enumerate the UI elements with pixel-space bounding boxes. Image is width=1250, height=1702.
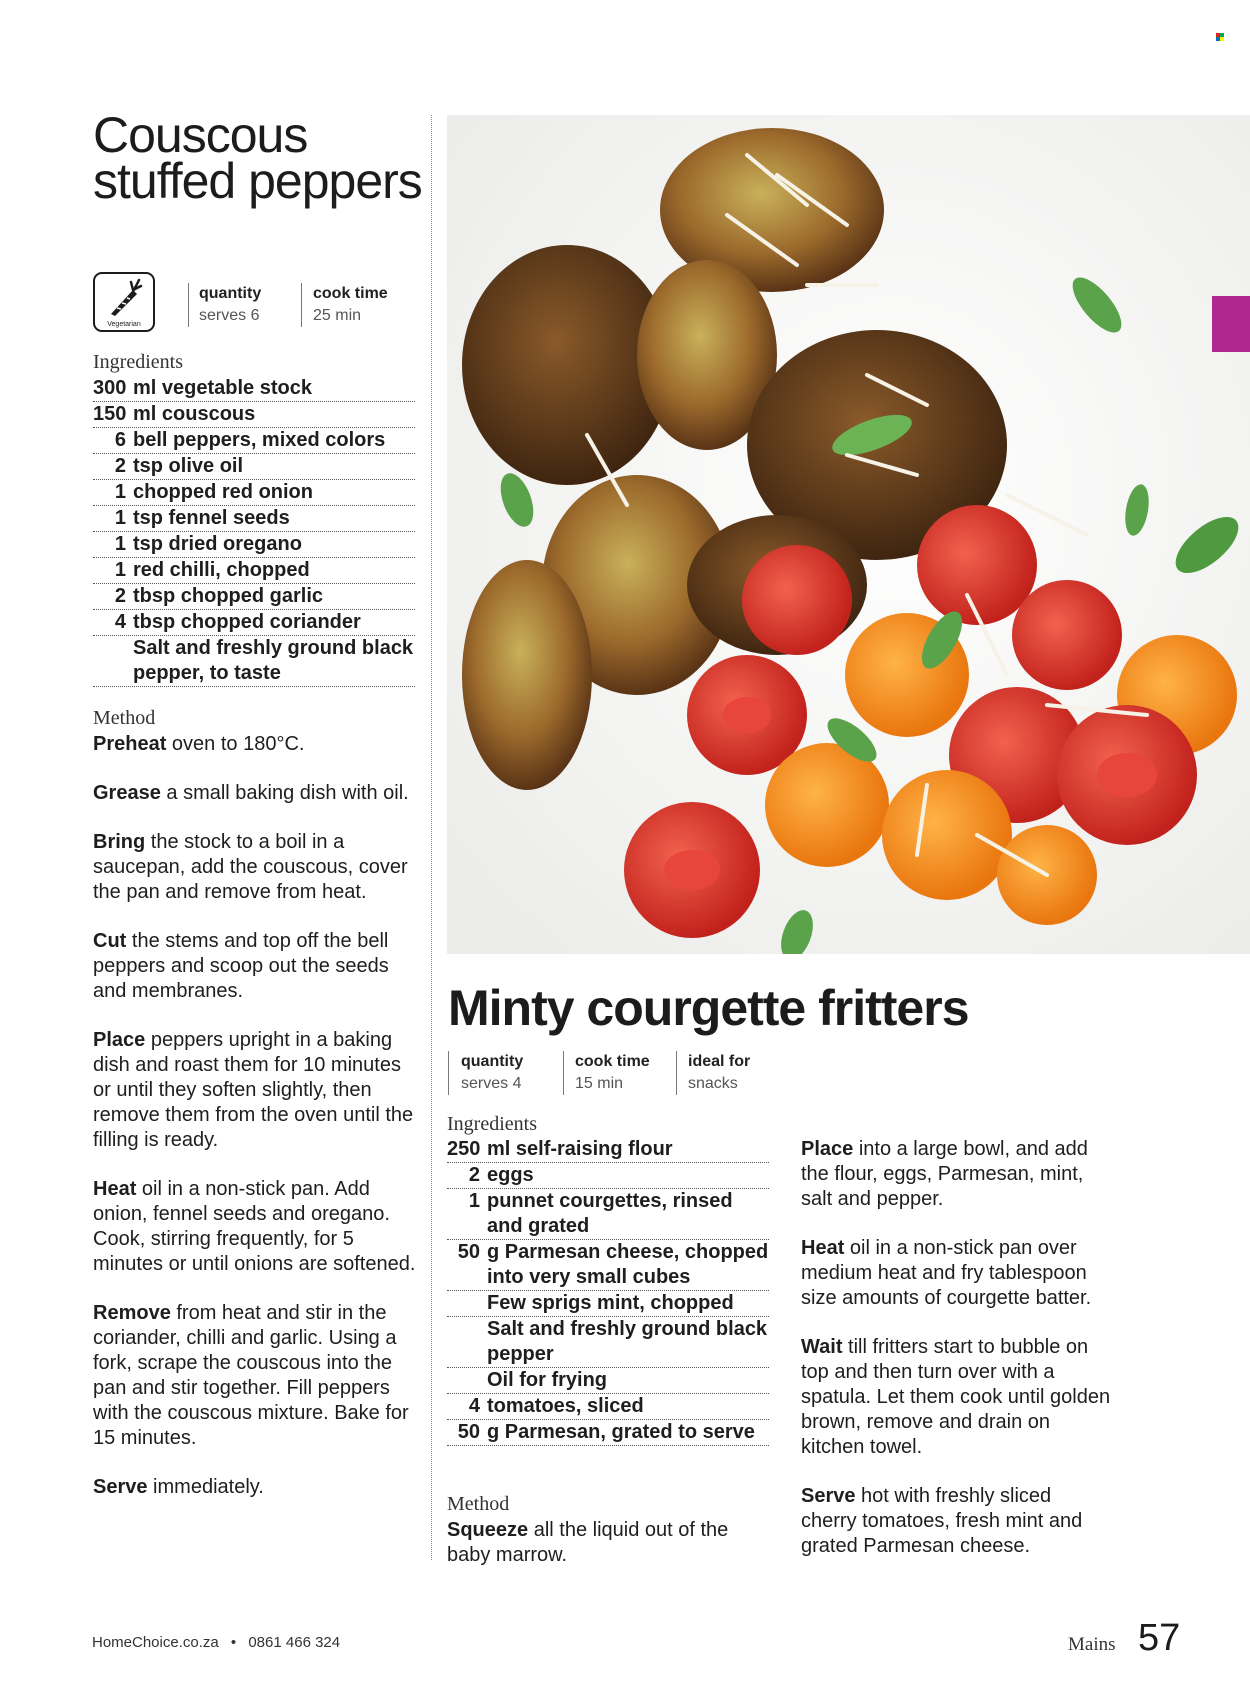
recipe1-title: Couscous stuffed peppers xyxy=(93,107,422,209)
ingredient-item xyxy=(93,506,415,532)
column-divider xyxy=(431,115,432,1560)
ingredient-item xyxy=(447,1394,769,1420)
ingredient-text: g Parmesan cheese, chopped into very small cubes xyxy=(487,1241,769,1288)
ingredient-quantity: 50 xyxy=(457,1421,480,1443)
method-step-text: oven to 180°C. xyxy=(166,733,305,755)
ingredient-text: g Parmesan, grated to serve xyxy=(487,1421,755,1443)
ingredient-quantity: 300 xyxy=(93,377,127,399)
quantity-value: serves 4 xyxy=(461,1075,522,1092)
method-step-text: oil in a non-stick pan. Add onion, fennel seeds and oregano. Cook, stirring frequently, for 5 minutes or until onions are softened. xyxy=(93,1178,416,1275)
ingredient-text: tsp dried oregano xyxy=(133,533,302,555)
method-step-verb: Cut xyxy=(93,930,127,952)
method-step-verb: Serve xyxy=(93,1476,148,1498)
recipe2-ingredients-heading: Ingredients xyxy=(447,1113,537,1135)
method-step-verb: Bring xyxy=(93,831,146,853)
method-step-verb: Grease xyxy=(93,782,161,804)
ingredient-quantity: 1 xyxy=(114,533,126,555)
ingredient-item xyxy=(447,1137,769,1163)
ingredient-quantity: 2 xyxy=(468,1164,480,1186)
ingredient-item xyxy=(447,1368,769,1394)
recipe2-ideal-for xyxy=(688,1051,750,1095)
ingredient-text: chopped red onion xyxy=(133,481,313,503)
quantity-value: serves 6 xyxy=(199,307,260,324)
method-step xyxy=(93,732,423,757)
ingredient-item xyxy=(93,584,415,610)
ingredient-quantity: 150 xyxy=(93,403,127,425)
footer-website: HomeChoice.co.za xyxy=(92,1634,219,1651)
ingredient-item xyxy=(93,402,415,428)
recipe1-cook-time xyxy=(313,283,388,327)
cook-time-label: cook time xyxy=(313,285,388,302)
method-step xyxy=(93,830,423,905)
cook-time-value: 15 min xyxy=(575,1075,624,1092)
method-step-verb: Heat xyxy=(93,1178,137,1200)
method-step-text: all the liquid out of the baby marrow. xyxy=(447,1519,729,1566)
ingredient-quantity: 1 xyxy=(114,481,126,503)
print-mark-icon xyxy=(1216,33,1224,41)
ingredient-item xyxy=(447,1317,769,1368)
method-step-text: a small baking dish with oil. xyxy=(160,782,409,804)
ingredient-item xyxy=(93,636,415,687)
ideal-for-label: ideal for xyxy=(688,1053,751,1070)
recipe2-quantity xyxy=(461,1051,523,1095)
ingredient-text: Salt and freshly ground black pepper, to taste xyxy=(133,637,414,684)
method-step xyxy=(801,1137,1111,1212)
ingredient-item xyxy=(447,1163,769,1189)
method-step-text: till fritters start to bubble on top and then turn over with a spatula. Let them cook until golden brown, remove and drain on kitchen towel. xyxy=(801,1336,1111,1458)
method-step-verb: Place xyxy=(801,1138,854,1160)
page-number: 57 xyxy=(1138,1617,1181,1659)
ingredient-text: Few sprigs mint, chopped xyxy=(487,1292,734,1314)
ingredient-item xyxy=(93,558,415,584)
ingredient-text: ml couscous xyxy=(133,403,256,425)
ingredient-quantity: 1 xyxy=(114,507,126,529)
recipe1-method-heading: Method xyxy=(93,707,156,729)
method-step xyxy=(801,1335,1111,1460)
method-step xyxy=(93,781,423,806)
recipe2-title: Minty courgette fritters xyxy=(448,980,969,1036)
method-step-verb: Place xyxy=(93,1029,146,1051)
method-step-text: from heat and stir in the coriander, chilli and garlic. Using a fork, scrape the couscous into the pan and stir together. Fill peppers with the couscous mixture. Bake for 15 minutes. xyxy=(93,1302,409,1449)
ingredient-text: tsp olive oil xyxy=(133,455,244,477)
section-color-tab xyxy=(1212,296,1250,352)
ingredient-quantity: 1 xyxy=(468,1190,480,1212)
recipe2-method-col1 xyxy=(447,1518,777,1592)
recipe2-cook-time xyxy=(575,1051,650,1095)
method-step-verb: Wait xyxy=(801,1336,843,1358)
footer-bullet: • xyxy=(230,1634,237,1651)
ingredient-item xyxy=(93,480,415,506)
ingredient-text: tbsp chopped garlic xyxy=(133,585,324,607)
recipe1-ingredient-list xyxy=(93,376,415,687)
ingredient-text: Oil for frying xyxy=(487,1369,607,1391)
method-step-text: hot with freshly sliced cherry tomatoes, fresh mint and grated Parmesan cheese. xyxy=(801,1485,1083,1557)
ingredient-item xyxy=(447,1291,769,1317)
ingredient-item xyxy=(447,1420,769,1446)
footer-section-name: Mains xyxy=(1068,1634,1116,1655)
method-step xyxy=(801,1484,1111,1559)
method-step-text: the stems and top off the bell peppers and scoop out the seeds and membranes. xyxy=(93,930,389,1002)
ingredient-text: ml vegetable stock xyxy=(133,377,312,399)
method-step-verb: Remove xyxy=(93,1302,171,1324)
ingredient-quantity: 4 xyxy=(468,1395,480,1417)
method-step-text: peppers upright in a baking dish and roast them for 10 minutes or until they soften slightly, then remove them from the oven until the filling is ready. xyxy=(93,1029,414,1151)
recipe1-quantity xyxy=(199,283,261,327)
ingredient-text: ml self-raising flour xyxy=(487,1138,673,1160)
recipe2-method-col2 xyxy=(801,1137,1111,1583)
quantity-label: quantity xyxy=(461,1053,524,1070)
ingredient-quantity: 1 xyxy=(114,559,126,581)
footer-contact xyxy=(92,1634,340,1651)
fritters-photo xyxy=(447,115,1250,954)
ingredient-quantity: 250 xyxy=(447,1138,481,1160)
method-step-verb: Squeeze xyxy=(447,1519,529,1541)
footer-phone: 0861 466 324 xyxy=(248,1634,341,1651)
method-step-verb: Heat xyxy=(801,1237,845,1259)
method-step-text: oil in a non-stick pan over medium heat and fry tablespoon size amounts of courgette batter. xyxy=(801,1237,1092,1309)
recipe1-method xyxy=(93,732,423,1524)
ingredient-quantity: 2 xyxy=(114,455,126,477)
ingredient-text: tomatoes, sliced xyxy=(487,1395,644,1417)
ingredient-text: tbsp chopped coriander xyxy=(133,611,361,633)
ingredient-quantity: 6 xyxy=(114,429,126,451)
vegetarian-badge-label: Vegetarian xyxy=(107,321,141,328)
method-step-text: into a large bowl, and add the flour, eggs, Parmesan, mint, salt and pepper. xyxy=(801,1138,1088,1210)
method-step xyxy=(447,1518,777,1568)
method-step xyxy=(93,1177,423,1277)
method-step-text: immediately. xyxy=(147,1476,264,1498)
ingredient-text: bell peppers, mixed colors xyxy=(133,429,386,451)
recipe1-ingredients-heading: Ingredients xyxy=(93,351,183,373)
ingredient-item xyxy=(93,376,415,402)
recipe2-ingredient-list xyxy=(447,1137,769,1446)
ingredient-text: red chilli, chopped xyxy=(133,559,310,581)
cook-time-value: 25 min xyxy=(313,307,362,324)
vegetarian-badge xyxy=(93,272,155,332)
ingredient-item xyxy=(93,532,415,558)
recipe2-method-heading: Method xyxy=(447,1493,510,1515)
ideal-for-value: snacks xyxy=(688,1075,738,1092)
method-step xyxy=(93,1028,423,1153)
quantity-label: quantity xyxy=(199,285,262,302)
cook-time-label: cook time xyxy=(575,1053,650,1070)
carrot-icon xyxy=(103,278,145,320)
method-step xyxy=(93,1475,423,1500)
method-step xyxy=(801,1236,1111,1311)
method-step xyxy=(93,929,423,1004)
ingredient-quantity: 2 xyxy=(114,585,126,607)
ingredient-item xyxy=(93,428,415,454)
ingredient-item xyxy=(447,1240,769,1291)
method-step-text: the stock to a boil in a saucepan, add the couscous, cover the pan and remove from heat. xyxy=(93,831,408,903)
method-step xyxy=(93,1301,423,1451)
ingredient-text: Salt and freshly ground black pepper xyxy=(487,1318,768,1365)
ingredient-text: eggs xyxy=(487,1164,534,1186)
ingredient-text: punnet courgettes, rinsed and grated xyxy=(487,1190,733,1237)
ingredient-quantity: 50 xyxy=(457,1241,480,1263)
method-step-verb: Serve xyxy=(801,1485,856,1507)
ingredient-quantity: 4 xyxy=(114,611,126,633)
ingredient-text: tsp fennel seeds xyxy=(133,507,290,529)
ingredient-item xyxy=(93,454,415,480)
method-step-verb: Preheat xyxy=(93,733,167,755)
ingredient-item xyxy=(447,1189,769,1240)
ingredient-item xyxy=(93,610,415,636)
